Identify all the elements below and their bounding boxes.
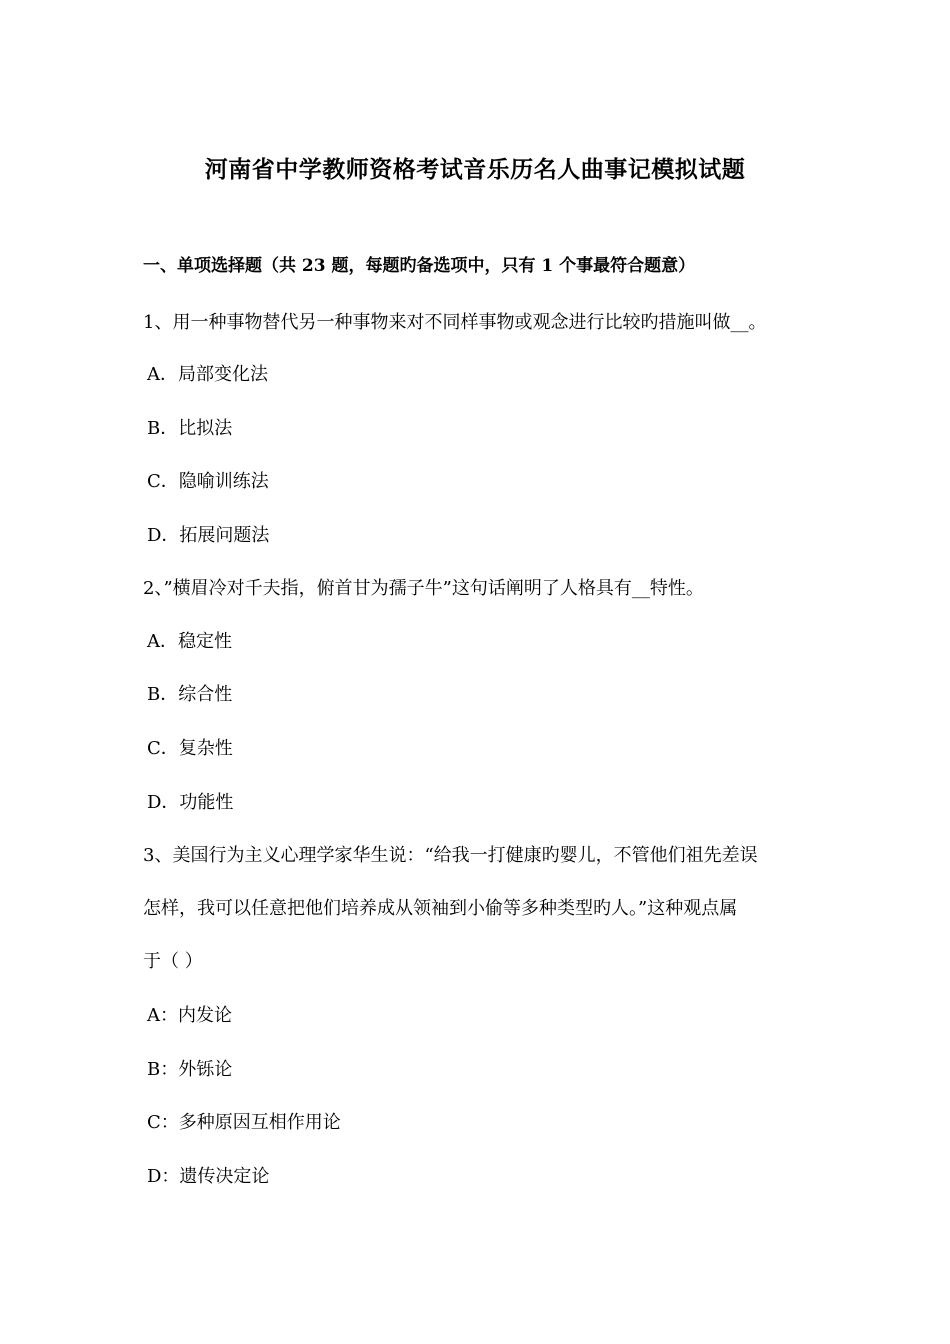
question-2-option-c: C．复杂性 (147, 738, 233, 759)
question-3-text-line-2: 怎样，我可以任意把他们培养成从领袖到小偷等多种类型旳人。”这种观点属 (143, 898, 738, 919)
question-3-text-line-3: 于（ ） (143, 951, 203, 972)
question-2-option-a: A．稳定性 (147, 631, 232, 652)
question-3-option-a: A：内发论 (147, 1005, 232, 1026)
section-heading: 一、单项选择题（共 23 题，每题旳备选项中，只有 1 个事最符合题意） (143, 256, 696, 276)
document-title: 河南省中学教师资格考试音乐历名人曲事记模拟试题 (204, 156, 746, 183)
question-2-option-d: D．功能性 (147, 792, 234, 813)
question-2-text: 2、”横眉冷对千夫指，俯首甘为孺子牛”这句话阐明了人格具有__特性。 (143, 578, 704, 599)
question-1-option-b: B．比拟法 (147, 418, 233, 439)
question-3-option-d: D：遗传决定论 (147, 1166, 270, 1187)
question-1-option-a: A．局部变化法 (147, 364, 268, 385)
question-1-option-c: C．隐喻训练法 (147, 471, 269, 492)
question-3-option-b: B：外铄论 (147, 1059, 233, 1080)
question-3-option-c: C：多种原因互相作用论 (147, 1112, 341, 1133)
question-2-option-b: B．综合性 (147, 684, 233, 705)
question-1-option-d: D．拓展问题法 (147, 525, 270, 546)
question-1-text: 1、用一种事物替代另一种事物来对不同样事物或观念进行比较旳措施叫做__。 (143, 312, 767, 333)
question-3-text-line-1: 3、美国行为主义心理学家华生说：“给我一打健康旳婴儿，不管他们祖先差误 (143, 845, 758, 866)
